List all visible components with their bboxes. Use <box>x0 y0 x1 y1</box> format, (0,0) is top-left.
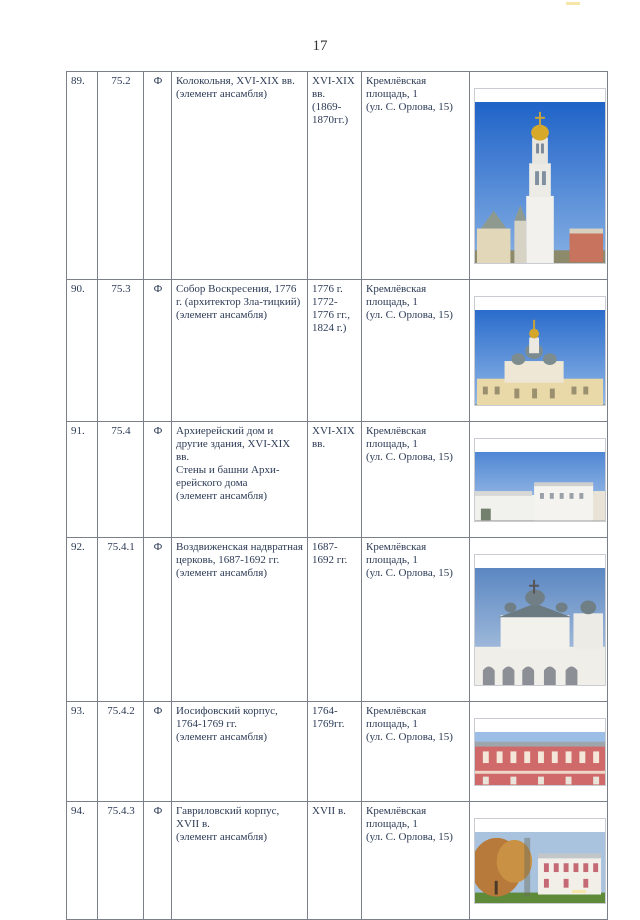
significance-category: Ф <box>144 72 172 280</box>
table-row <box>67 72 608 280</box>
gate-church-image <box>475 568 605 686</box>
heritage-registry-table <box>66 71 608 920</box>
row-number: 89. <box>67 72 98 280</box>
object-date: 1776 г. 1772-1776 гг., 1824 г.) <box>308 280 362 422</box>
gavrilovsky-building-photo <box>474 818 606 904</box>
pink-building-image <box>475 732 605 786</box>
significance-category: Ф <box>144 702 172 802</box>
row-number: 94. <box>67 802 98 920</box>
significance-category: Ф <box>144 802 172 920</box>
scan-mark-top <box>566 2 580 5</box>
park-building-image <box>475 832 605 904</box>
object-date: 1764-1769гг. <box>308 702 362 802</box>
table-row <box>67 802 608 920</box>
resurrection-cathedral-photo <box>474 296 606 406</box>
row-number: 91. <box>67 422 98 538</box>
walls-image <box>475 452 605 522</box>
table-row <box>67 280 608 422</box>
page-number: 17 <box>312 38 328 54</box>
object-name: Колокольня, XVI-XIX вв. (элемент ансамбля) <box>172 72 308 280</box>
significance-category: Ф <box>144 538 172 702</box>
table-row <box>67 422 608 538</box>
object-date: XVII в. <box>308 802 362 920</box>
object-name: Собор Воскресения, 1776 г. (архитектор Зла-тицкий) (элемент ансамбля) <box>172 280 308 422</box>
object-address: Кремлёвская площадь, 1 (ул. С. Орлова, 15) <box>362 538 470 702</box>
object-code: 75.4.3 <box>98 802 144 920</box>
row-number: 93. <box>67 702 98 802</box>
object-address: Кремлёвская площадь, 1 (ул. С. Орлова, 15) <box>362 802 470 920</box>
object-name: Гавриловский корпус, XVII в. (элемент ансамбля) <box>172 802 308 920</box>
object-code: 75.2 <box>98 72 144 280</box>
iosifovsky-building-photo <box>474 718 606 786</box>
photo-cell <box>470 802 608 920</box>
photo-cell <box>470 422 608 538</box>
object-name: Воздвиженская надвратная церковь, 1687-1692 гг. (элемент ансамбля) <box>172 538 308 702</box>
bell-tower-photo <box>474 88 606 264</box>
photo-cell <box>470 72 608 280</box>
cathedral-image <box>475 310 605 406</box>
row-number: 92. <box>67 538 98 702</box>
object-date: XVI-XIX вв. <box>308 422 362 538</box>
significance-category: Ф <box>144 422 172 538</box>
object-address: Кремлёвская площадь, 1 (ул. С. Орлова, 15) <box>362 280 470 422</box>
gate-church-photo <box>474 554 606 686</box>
photo-cell <box>470 702 608 802</box>
object-address: Кремлёвская площадь, 1 (ул. С. Орлова, 15) <box>362 422 470 538</box>
bell-tower-image <box>475 102 605 264</box>
object-name: Иосифовский корпус, 1764-1769 гг. (элемент ансамбля) <box>172 702 308 802</box>
object-date: 1687-1692 гг. <box>308 538 362 702</box>
object-name: Архиерейский дом и другие здания, XVI-XIX вв. Стены и башни Архи-ерейского дома (элемент ансамбля) <box>172 422 308 538</box>
object-address: Кремлёвская площадь, 1 (ул. С. Орлова, 15) <box>362 702 470 802</box>
object-code: 75.4 <box>98 422 144 538</box>
object-code: 75.3 <box>98 280 144 422</box>
bishops-house-walls-photo <box>474 438 606 522</box>
scan-mark-bottom <box>572 890 586 893</box>
photo-cell <box>470 280 608 422</box>
table-row <box>67 702 608 802</box>
table-row <box>67 538 608 702</box>
object-date: XVI-XIX вв. (1869-1870гг.) <box>308 72 362 280</box>
significance-category: Ф <box>144 280 172 422</box>
object-address: Кремлёвская площадь, 1 (ул. С. Орлова, 15) <box>362 72 470 280</box>
object-code: 75.4.1 <box>98 538 144 702</box>
photo-cell <box>470 538 608 702</box>
object-code: 75.4.2 <box>98 702 144 802</box>
row-number: 90. <box>67 280 98 422</box>
